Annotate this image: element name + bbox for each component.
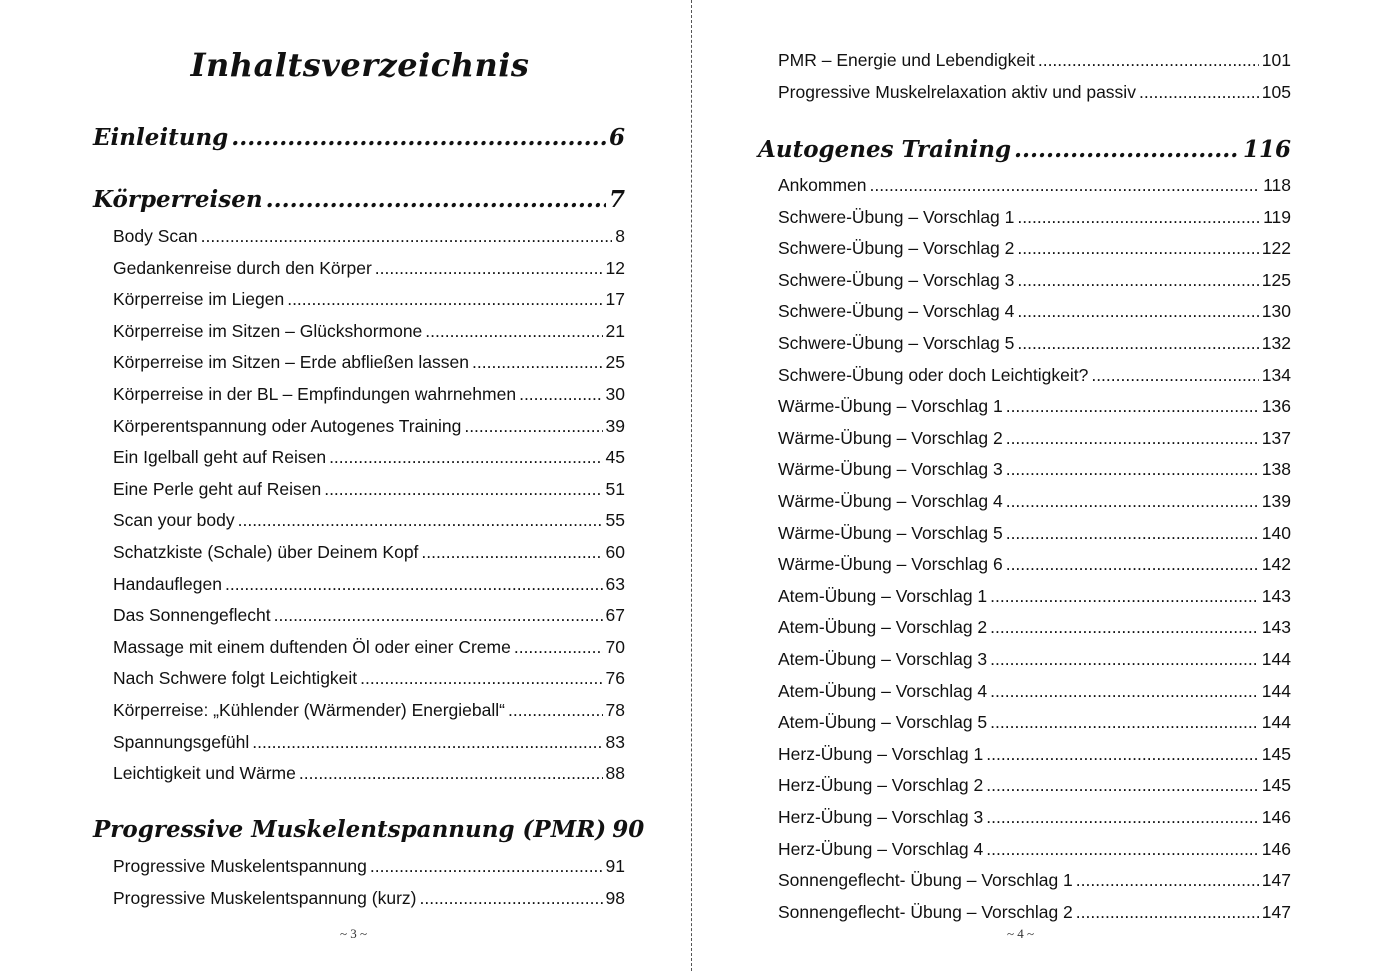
entry-page: 25 [605,352,625,373]
leader-dots [1003,459,1259,480]
toc-entry[interactable] [113,637,625,661]
entry-label: Schwere-Übung – Vorschlag 2 [778,238,1015,259]
entry-label: Sonnengeflecht- Übung – Vorschlag 1 [778,870,1073,891]
toc-entry[interactable] [113,574,625,598]
entry-page: 147 [1261,901,1291,922]
entry-page: 67 [605,605,625,626]
entry-page: 70 [605,636,625,657]
leader-dots [987,617,1259,638]
entry-page: 140 [1261,522,1291,543]
chapter-page: 90 [612,816,645,843]
page-title: Inhaltsverzeichnis [190,46,530,84]
entry-page: 60 [605,542,625,562]
toc-entry[interactable] [113,605,625,629]
toc-entry[interactable] [113,384,625,408]
chapter-koerperreisen[interactable] [93,186,625,218]
leader-dots [357,668,602,689]
toc-entry[interactable] [778,870,1291,894]
leader-dots [372,258,603,279]
entry-label: Atem-Übung – Vorschlag 2 [778,617,988,638]
leader-dots [511,637,603,658]
leader-dots [296,763,603,784]
leader-dots [228,124,606,151]
leader-dots [983,839,1259,860]
entry-page: 146 [1261,807,1291,827]
leader-dots [1014,270,1258,291]
entry-label: Schwere-Übung – Vorschlag 3 [778,269,1015,290]
leader-dots [235,510,603,531]
entry-page: 55 [605,510,625,531]
entry-label: Körperreise im Sitzen – Erde abfließen lassen [113,352,470,373]
left-page [0,0,690,971]
entry-label: Herz-Übung – Vorschlag 2 [778,775,984,796]
entry-page: 138 [1261,459,1291,480]
entry-page: 145 [1261,775,1291,796]
entry-page: 137 [1261,427,1291,448]
entry-page: 45 [605,447,625,468]
right-page [693,0,1381,971]
leader-dots [987,649,1259,670]
entry-label: Progressive Muskelentspannung (kurz) [113,887,417,908]
entry-label: PMR – Energie und Lebendigkeit [778,50,1035,70]
chapter-autogenes-training[interactable] [758,136,1291,168]
page-number: ~ 3 ~ [340,926,368,941]
entry-label: Massage mit einem duftenden Öl oder einer Creme [113,636,511,657]
chapter-label: Progressive Muskelentspannung (PMR) [93,816,607,843]
entry-label: Körperreise in der BL – Empfindungen wahrnehmen [113,384,517,404]
leader-dots [469,352,603,373]
entry-page: 63 [605,573,625,594]
leader-dots [284,289,602,310]
page-number: ~ 4 ~ [1007,926,1035,941]
leader-dots [983,775,1259,796]
entry-page: 98 [605,887,625,908]
toc-entry[interactable] [778,839,1291,863]
leader-dots [418,542,602,563]
entry-page: 21 [605,320,625,341]
chapter-einleitung[interactable] [93,124,625,156]
toc-entry[interactable] [778,238,1291,262]
leader-dots [987,586,1259,607]
toc-entry[interactable] [113,479,625,503]
toc-entry[interactable] [113,668,625,692]
leader-dots [1003,523,1259,544]
page-divider [691,0,692,971]
toc-entry[interactable] [113,352,625,376]
entry-label: Herz-Übung – Vorschlag 3 [778,807,984,827]
toc-entry[interactable] [778,491,1291,515]
chapter-label: Körperreisen [93,186,263,213]
toc-entry[interactable] [778,365,1291,389]
toc-entry[interactable] [113,447,625,471]
entry-label: Progressive Muskelentspannung [113,856,367,876]
entry-page: 91 [605,856,625,876]
entry-label: Körperentspannung oder Autogenes Training [113,415,462,436]
toc-entry[interactable] [778,82,1291,106]
toc-entry[interactable] [778,586,1291,610]
entry-page: 78 [605,700,625,720]
leader-dots [1035,50,1259,71]
leader-dots [505,700,603,721]
entry-page: 144 [1261,649,1291,669]
entry-label: Scan your body [113,510,235,531]
toc-entry[interactable] [778,523,1291,547]
leader-dots [1003,428,1259,449]
leader-dots [461,416,602,437]
entry-page: 142 [1261,554,1291,575]
chapter-page: 7 [608,186,625,213]
toc-entry[interactable] [778,681,1291,705]
entry-page: 125 [1261,269,1291,290]
leader-dots [1014,207,1260,228]
entry-label: Ankommen [778,175,867,195]
entry-label: Gedankenreise durch den Körper [113,257,372,278]
entry-label: Progressive Muskelrelaxation aktiv und passiv [778,81,1136,102]
entry-label: Handauflegen [113,573,222,594]
toc-entry[interactable] [113,258,625,282]
leader-dots [1136,82,1259,103]
entry-label: Wärme-Übung – Vorschlag 3 [778,459,1003,480]
toc-entry[interactable] [778,712,1291,736]
entry-label: Wärme-Übung – Vorschlag 6 [778,554,1003,575]
entry-page: 88 [605,763,625,784]
entry-page: 147 [1261,870,1291,891]
toc-entry[interactable] [778,333,1291,357]
entry-page: 132 [1261,333,1291,353]
leader-dots [987,681,1259,702]
toc-entry[interactable] [778,554,1291,578]
entry-label: Wärme-Übung – Vorschlag 2 [778,427,1003,448]
leader-dots [222,574,603,595]
leader-dots [249,732,602,753]
entry-page: 105 [1261,81,1291,102]
toc-entry[interactable] [778,459,1291,483]
entry-label: Sonnengeflecht- Übung – Vorschlag 2 [778,901,1073,922]
toc-entry[interactable] [113,763,625,787]
toc-entry[interactable] [778,428,1291,452]
leader-dots [987,712,1259,733]
toc-entry[interactable] [778,744,1291,768]
entry-label: Wärme-Übung – Vorschlag 1 [778,396,1003,417]
leader-dots [983,807,1259,828]
leader-dots [1011,136,1240,163]
toc-entry[interactable] [778,775,1291,799]
entry-label: Eine Perle geht auf Reisen [113,478,322,499]
toc-entry[interactable] [113,732,625,756]
entry-page: 144 [1261,680,1291,701]
toc-entry[interactable] [778,807,1291,831]
chapter-label: Einleitung [93,124,229,151]
chapter-page: 6 [608,124,625,151]
toc-entry[interactable] [113,416,625,440]
entry-label: Atem-Übung – Vorschlag 1 [778,585,988,606]
entry-label: Nach Schwere folgt Leichtigkeit [113,668,358,689]
leader-dots [422,321,602,342]
toc-entry[interactable] [113,700,625,724]
entry-label: Herz-Übung – Vorschlag 1 [778,743,984,764]
entry-label: Schatzkiste (Schale) über Deinem Kopf [113,542,419,562]
toc-entry[interactable] [778,902,1291,926]
entry-label: Schwere-Übung – Vorschlag 1 [778,206,1015,227]
leader-dots [516,384,602,405]
toc-entry[interactable] [113,289,625,313]
entry-page: 76 [605,668,625,689]
leader-dots [416,888,602,909]
leader-dots [367,856,603,877]
entry-label: Schwere-Übung – Vorschlag 4 [778,301,1015,322]
leader-dots [198,226,613,247]
leader-dots [1003,396,1259,417]
leader-dots [326,447,602,468]
toc-entry[interactable] [778,175,1291,199]
entry-page: 144 [1261,712,1291,733]
leader-dots [1073,902,1259,923]
leader-dots [321,479,602,500]
entry-label: Leichtigkeit und Wärme [113,763,296,784]
entry-page: 30 [605,384,625,404]
entry-label: Body Scan [113,226,198,246]
entry-label: Schwere-Übung oder doch Leichtigkeit? [778,364,1089,385]
entry-page: 118 [1263,175,1291,195]
chapter-label: Autogenes Training [758,136,1012,163]
entry-label: Atem-Übung – Vorschlag 3 [778,649,988,669]
entry-label: Spannungsgefühl [113,731,250,752]
entry-label: Ein Igelball geht auf Reisen [113,447,327,468]
entry-page: 134 [1261,364,1291,385]
entry-label: Wärme-Übung – Vorschlag 4 [778,491,1003,511]
entry-page: 130 [1261,301,1291,322]
entry-page: 139 [1261,491,1291,511]
entry-page: 145 [1261,743,1291,764]
entry-page: 143 [1261,585,1291,606]
leader-dots [263,186,606,213]
entry-page: 122 [1261,238,1291,259]
entry-label: Körperreise: „Kühlender (Wärmender) Energieball“ [113,700,505,720]
entry-label: Körperreise im Liegen [113,289,285,310]
toc-entry[interactable] [113,510,625,534]
chapter-pmr[interactable] [93,816,645,848]
leader-dots [1003,554,1259,575]
leader-dots [1073,870,1259,891]
leader-dots [983,744,1259,765]
toc-entry[interactable] [113,888,625,912]
toc-entry[interactable] [778,301,1291,325]
leader-dots [1003,491,1259,512]
entry-page: 146 [1261,838,1291,859]
entry-label: Atem-Übung – Vorschlag 4 [778,680,988,701]
toc-entry[interactable] [113,321,625,345]
toc-entry[interactable] [778,270,1291,294]
toc-entry[interactable] [113,226,625,250]
leader-dots [1014,333,1258,354]
entry-page: 101 [1261,50,1291,70]
leader-dots [867,175,1261,196]
entry-page: 119 [1263,206,1291,227]
toc-entry[interactable] [113,856,625,880]
entry-label: Wärme-Übung – Vorschlag 5 [778,522,1003,543]
entry-label: Körperreise im Sitzen – Glückshormone [113,320,423,341]
toc-entry[interactable] [113,542,625,566]
leader-dots [1088,365,1258,386]
entry-page: 39 [605,415,625,436]
entry-page: 143 [1261,617,1291,638]
toc-entry[interactable] [778,649,1291,673]
entry-page: 17 [605,289,625,310]
leader-dots [271,605,603,626]
chapter-page: 116 [1242,136,1291,163]
entry-label: Atem-Übung – Vorschlag 5 [778,712,988,733]
leader-dots [1014,238,1258,259]
toc-entry[interactable] [778,207,1291,231]
entry-page: 51 [605,478,625,499]
entry-page: 12 [605,257,625,278]
leader-dots [1014,301,1258,322]
toc-entry[interactable] [778,50,1291,74]
entry-label: Schwere-Übung – Vorschlag 5 [778,333,1015,353]
entry-label: Das Sonnengeflecht [113,605,271,626]
entry-page: 136 [1261,396,1291,417]
toc-entry[interactable] [778,396,1291,420]
entry-page: 83 [605,731,625,752]
entry-page: 8 [615,226,625,246]
entry-label: Herz-Übung – Vorschlag 4 [778,838,984,859]
toc-entry[interactable] [778,617,1291,641]
